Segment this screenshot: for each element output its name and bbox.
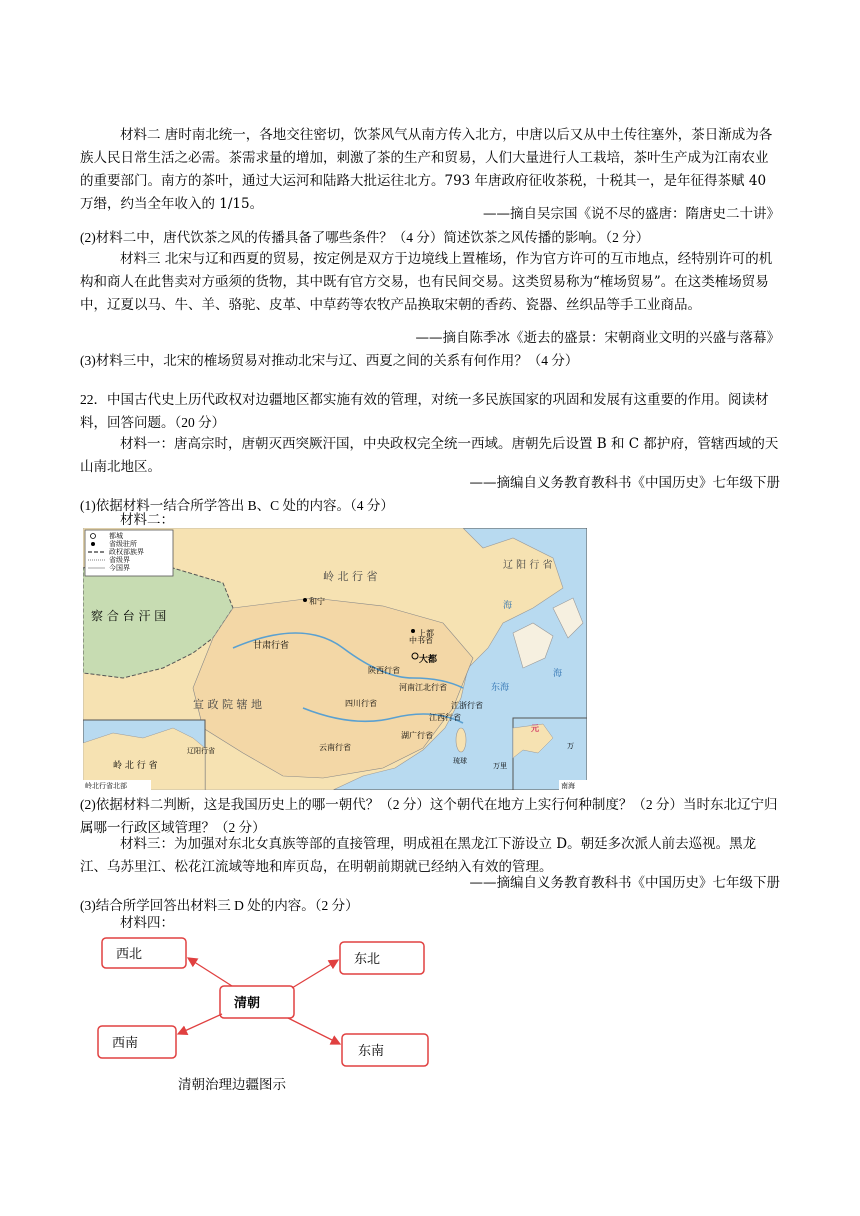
label-sea-1: 海 [503,601,513,611]
label-dadu: 大都 [419,655,438,665]
q22-material-3: 材料三：为加强对东北女真族等部的直接管理，明成祖在黑龙江下游设立 D。朝廷多次派人前去巡视。黑龙江、乌苏里江、松花江流域等地和库页岛，在明朝前期就已经纳入有效的管理。 [80,836,757,875]
label-sichuan: 四川行省 [345,699,377,708]
legend-regime-border: 政权部族界 [109,548,144,556]
label-jiangzhe: 江浙行省 [451,701,483,710]
label-lingbei: 岭 北 行 省 [323,570,378,583]
q22-material-3-source: ——摘编自义务教育教科书《中国历史》七年级下册 [469,875,780,891]
label-helin: 和宁 [309,597,325,606]
q22-subquestion-2: (2)依据材料二判断，这是我国历史上的哪一朝代？（2 分）这个朝代在地方上实行何种制度？（2 分）当时东北辽宁归属哪一行政区域管理？（2 分） [80,797,778,835]
q22-material-2-label: 材料二： [120,512,174,528]
label-jiangxi: 江西行省 [429,713,461,722]
label-henan: 河南江北行省 [399,683,447,692]
label-yunnan: 云南行省 [319,743,351,752]
diagram-northeast: 东北 [354,952,381,967]
inset-liaoyang: 辽阳行省 [187,747,215,755]
q22-subquestion-3: (3)结合所学回答出材料三 D 处的内容。（2 分） [80,898,359,913]
diagram-southeast: 东南 [358,1044,385,1059]
material-3-source: ——摘自陈季冰《逝去的盛景：宋朝商业文明的兴盛与落幕》 [415,330,780,346]
question-22-stem: 22．中国古代史上历代政权对边疆地区都实施有效的管理，对统一多民族国家的巩固和发展有这重要的作用。阅读材料，回答问题。（20 分） [80,392,769,430]
label-gansu: 甘肃行省 [253,641,290,651]
q22-material-1: 材料一：唐高宗时，唐朝灭西突厥汗国，中央政权完全统一西域。唐朝先后设置 B 和 C 都护府，管辖西域的天山南北地区。 [80,436,779,475]
yuan-dynasty-map [83,528,587,790]
q22-material-4-label: 材料四： [120,915,174,931]
qing-frontier-diagram [92,930,432,1070]
label-shangdu: 上都 [418,629,434,638]
diagram-southwest: 西南 [112,1036,139,1051]
inset-caption: 岭北行省北部 [85,782,127,790]
label-wanli: 万里 [493,762,507,770]
legend-modern-border: 今国界 [109,564,130,572]
label-huguang: 湖广行省 [401,731,433,740]
inset-lingbei: 岭 北 行 省 [113,761,158,771]
diagram-northwest: 西北 [116,947,143,962]
label-donghai: 东海 [491,683,510,693]
legend-capital: 都城 [109,532,123,540]
inset-yuan: 元 [531,724,539,733]
q22-material-1-source: ——摘编自义务教育教科书《中国历史》七年级下册 [469,475,780,491]
legend-province-border: 省级界 [109,556,130,564]
label-chagatai: 察 合 台 汗 国 [91,609,167,623]
question-3: (3)材料三中，北宋的榷场贸易对推动北宋与辽、西夏之间的关系有何作用？（4 分） [80,353,579,368]
material-3-song-text: 材料三 北宋与辽和西夏的贸易，按定例是双方于边境线上置榷场，作为官方许可的互市地点，经特别许可的机构和商人在此售卖对方亟须的货物，其中既有官方交易，也有民间交易。这类贸易称为“榷场贸易”。在这类榷场贸易中，辽夏以马、牛、羊、骆驼、皮革、中草药等农牧产品换取宋朝的香药、瓷器、丝织品等手工业商品。 [80,251,773,313]
material-2-source: ——摘自吴宗国《说不尽的盛唐：隋唐史二十讲》 [483,206,780,222]
question-2: (2)材料二中，唐代饮茶之风的传播具备了哪些条件？（4 分）简述饮茶之风传播的影响。（2 分） [80,230,650,245]
q22-subquestion-1: (1)依据材料一结合所学答出 B、C 处的内容。（4 分） [80,498,394,513]
label-zhongshu: 中书省 [409,636,433,645]
label-shaanxi: 陕西行省 [368,666,400,675]
label-liaoyang: 辽 阳 行 省 [503,560,553,571]
legend-province-seat: 省级驻所 [109,540,137,548]
diagram-center-qing: 清朝 [234,996,261,1011]
material-2-tang-text: 材料二 唐时南北统一，各地交往密切，饮茶风气从南方传入北方，中唐以后又从中土传往塞外，茶日渐成为各族人民日常生活之必需。茶需求量的增加，刺激了茶的生产和贸易，人们大量进行人工栽培，茶叶生产成为江南农业的重要部门。南方的茶叶，通过大运河和陆路大批运往北方。793 年唐政府征收茶税，十税其一，是年征得茶赋 40 万缗，约当全年收入的 1/15。 [80,127,773,212]
inset-nanhai: 南海 [561,782,575,790]
label-taiwan: 琉球 [453,757,467,765]
label-sea-2: 海 [553,669,563,679]
inset-wan: 万 [567,742,574,750]
label-xuanzheng: 宣 政 院 辖 地 [193,698,262,711]
diagram-caption: 清朝治理边疆图示 [178,1077,286,1093]
